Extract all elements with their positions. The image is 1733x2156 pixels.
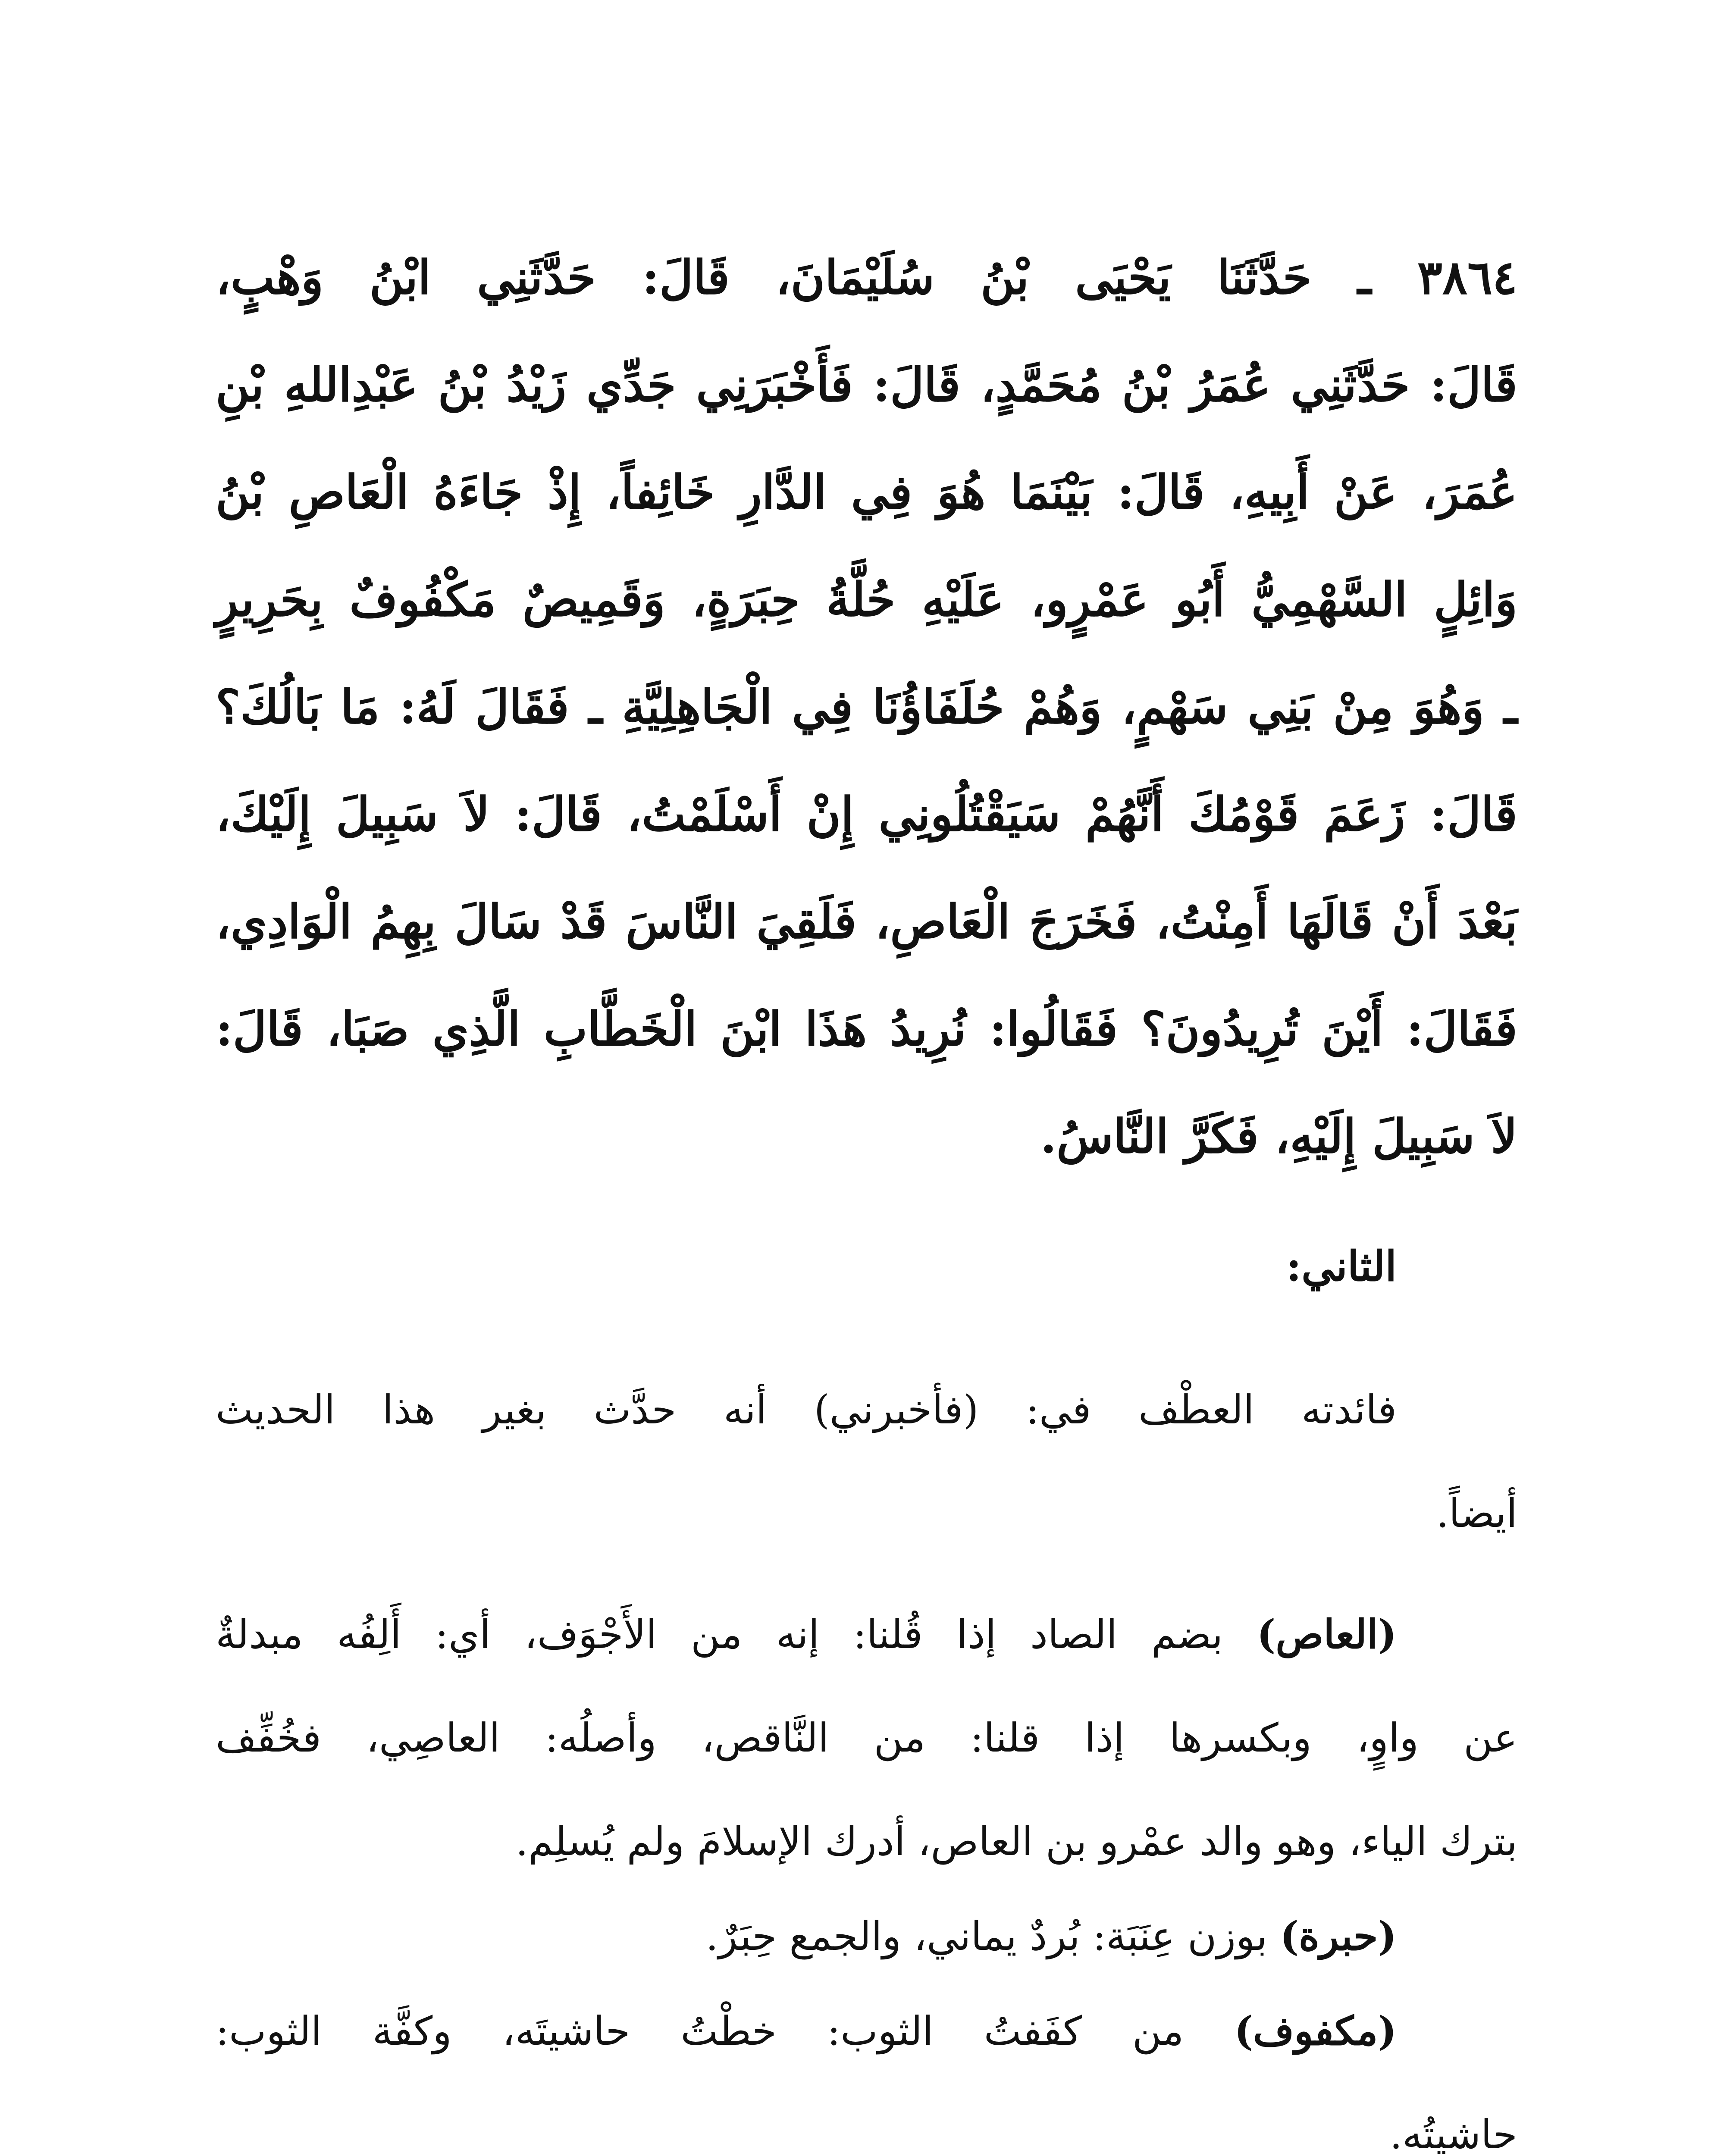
commentary-term: (مكفوف) <box>1234 2008 1397 2054</box>
hadith-line: ٣٨٦٤ ـ حَدَّثَنَا يَحْيَى بْنُ سُلَيْمَانَ، قَالَ: حَدَّثَنِي ابْنُ وَهْبٍ، <box>216 251 1517 305</box>
hadith-line: ـ وَهُوَ مِنْ بَنِي سَهْمٍ، وَهُمْ حُلَفَاؤُنَا فِي الْجَاهِلِيَّةِ ـ فَقَالَ لَهُ: مَا بَالُكَ؟ <box>216 680 1517 734</box>
hadith-line: بَعْدَ أَنْ قَالَهَا أَمِنْتُ، فَخَرَجَ الْعَاصِ، فَلَقِيَ النَّاسَ قَدْ سَالَ بِهِمُ الْوَادِي، <box>216 895 1517 949</box>
commentary-line: (حبرة) بوزن عِنَبَة: بُردٌ يماني، والجمع حِبَرٌ. <box>705 1913 1397 1959</box>
commentary-line: بترك الياء، وهو والد عمْرو بن العاص، أدرك الإسلامَ ولم يُسلِم. <box>515 1818 1517 1865</box>
hadith-line: قَالَ: حَدَّثَنِي عُمَرُ بْنُ مُحَمَّدٍ، قَالَ: فَأَخْبَرَنِي جَدِّي زَيْدُ بْنُ عَبْدِاللهِ بْنِ <box>216 358 1517 412</box>
commentary-line: أيضاً. <box>1436 1490 1517 1536</box>
hadith-line: عُمَرَ، عَنْ أَبِيهِ، قَالَ: بَيْنَمَا هُوَ فِي الدَّارِ خَائِفاً، إِذْ جَاءَهُ الْعَاصِ بْنُ <box>216 465 1517 520</box>
commentary-line: (مكفوف) من كفَفتُ الثوب: خطْتُ حاشيتَه، وكفَّة الثوب: <box>216 2008 1397 2054</box>
hadith-line: فَقَالَ: أَيْنَ تُرِيدُونَ؟ فَقَالُوا: نُرِيدُ هَذَا ابْنَ الْخَطَّابِ الَّذِي صَبَا، قَالَ: <box>216 1002 1517 1056</box>
commentary-term: (حبرة) <box>1280 1913 1397 1959</box>
commentary-line: حاشيتُه. <box>1389 2112 1517 2156</box>
hadith-line: قَالَ: زَعَمَ قَوْمُكَ أَنَّهُمْ سَيَقْتُلُونِي إِنْ أَسْلَمْتُ، قَالَ: لاَ سَبِيلَ إِلَيْكَ، <box>216 787 1517 842</box>
hadith-line: وَائِلٍ السَّهْمِيُّ أَبُو عَمْرٍو، عَلَيْهِ حُلَّةُ حِبَرَةٍ، وَقَمِيصٌ مَكْفُوفٌ بِحَرِيرٍ <box>216 573 1517 627</box>
section-heading: الثاني: <box>1286 1242 1397 1291</box>
hadith-line: لاَ سَبِيلَ إِلَيْهِ، فَكَرَّ النَّاسُ. <box>1040 1109 1517 1164</box>
commentary-line: (العاص) بضم الصاد إذا قُلنا: إنه من الأَجْوَف، أي: أَلِفُه مبدلةٌ <box>216 1611 1397 1658</box>
commentary-paragraph <box>216 1583 1517 1893</box>
hadith-text <box>216 224 1517 1191</box>
commentary-term: (العاص) <box>1257 1611 1397 1658</box>
commentary-line: فائدته العطْف في: (فأخبرني) أنه حدَّث بغير هذا الحديث <box>216 1387 1397 1433</box>
commentary-paragraph <box>216 1358 1517 1565</box>
commentary-line: عن واوٍ، وبكسرها إذا قلنا: من النَّاقص، وأصلُه: العاصِي، فخُفِّف <box>216 1715 1517 1761</box>
commentary-paragraph <box>216 1979 1517 2156</box>
commentary-paragraph <box>216 1884 1517 1988</box>
